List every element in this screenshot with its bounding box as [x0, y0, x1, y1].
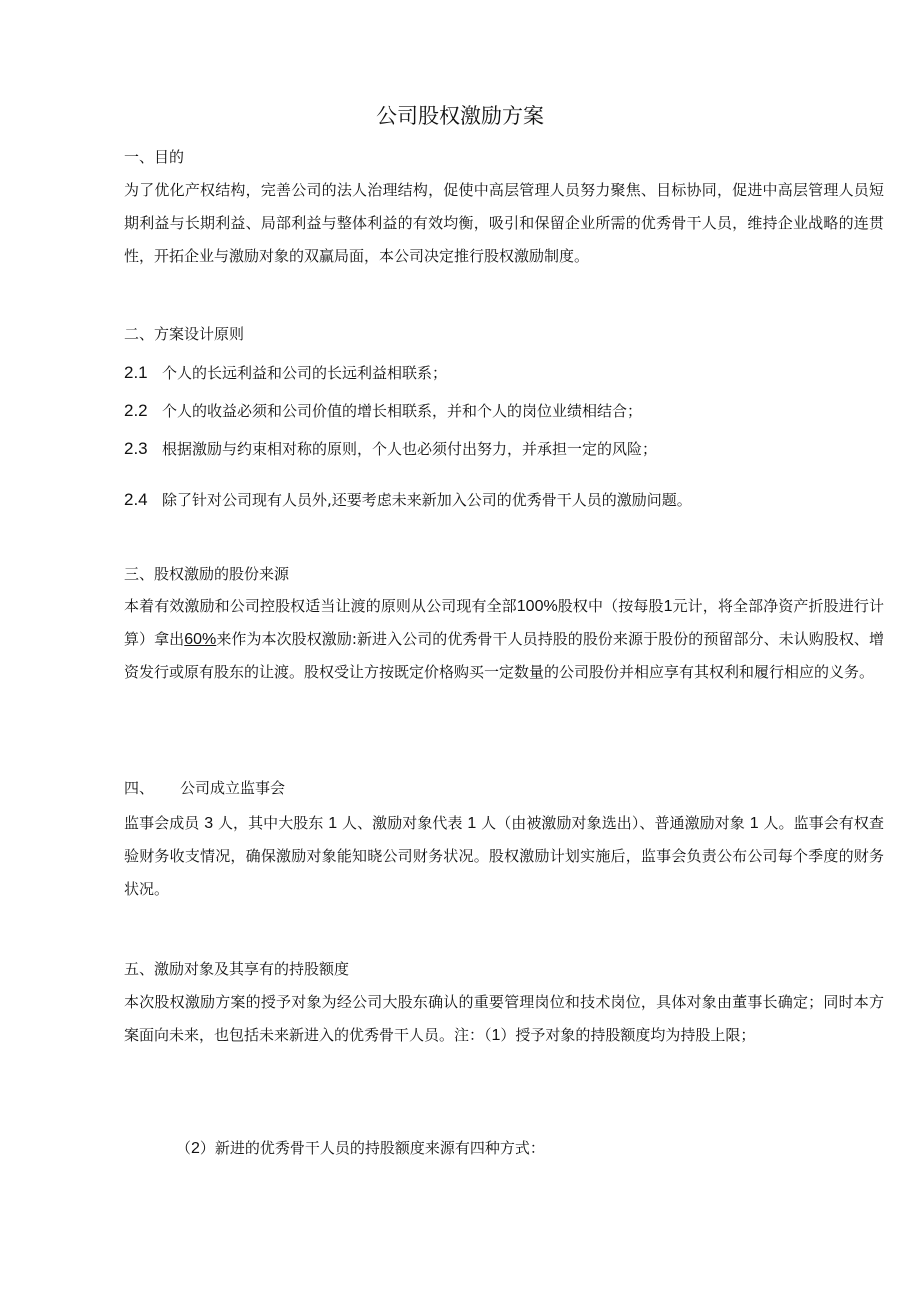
section-1-heading: 一、目的 [124, 148, 185, 166]
principle-item [124, 438, 657, 460]
number-value: 1 [749, 815, 759, 832]
principle-number: 2.3 [124, 439, 148, 458]
section-heading-text: 公司成立监事会 [180, 779, 286, 797]
percent-value: 100% [516, 598, 558, 615]
number-value: 3 [204, 815, 214, 832]
principle-number: 2.1 [124, 363, 148, 382]
section-3-heading: 三、股权激励的股份来源 [124, 565, 290, 583]
text-run: 人，其中大股东 [217, 814, 324, 832]
text-run: 人。监事会有权查验财务收支情况，确保激励对象能知晓公司财务状况。股权激励计划实施后，监事会负责公布公司每个季度的财务状况。 [124, 814, 884, 898]
principle-text: 根据激励与约束相对称的原则，个人也必须付出努力，并承担一定的风险； [162, 440, 658, 458]
section-4-heading [124, 777, 285, 799]
text-run: 人（由被激励对象选出）、普通激励对象 [481, 814, 745, 832]
text-run: 人、激励对象代表 [342, 814, 463, 832]
document-title: 公司股权激励方案 [376, 104, 544, 128]
percent-value-underlined: 60% [184, 631, 217, 648]
section-number: 四、 [124, 779, 155, 797]
principle-item [124, 489, 692, 511]
principle-text: 个人的长远利益和公司的长远利益相联系； [162, 364, 448, 382]
text-run: ）新进的优秀骨干人员的持股额度来源有四种方式： [199, 1139, 545, 1157]
text-run: 来作为本次股权激励:新进入公司的优秀骨干人员持股的股份来源于股份的预留部分、未认购股权、增资发行或原有股东的让渡。股权受让方按既定价格购买一定数量的公司股份并相应享有其权利和履行相应的义务。 [124, 630, 884, 681]
principle-text: 除了针对公司现有人员外,还要考虑未来新加入公司的优秀骨干人员的激励问题。 [162, 491, 692, 509]
section-5-heading: 五、激励对象及其享有的持股额度 [124, 960, 350, 978]
text-run: （ [176, 1139, 192, 1157]
section-2-heading: 二、方案设计原则 [124, 325, 245, 343]
text-run: 元计，将全部净资产折股进行计算）拿出 [124, 597, 884, 648]
section-4-body [124, 807, 884, 906]
principle-item [124, 362, 447, 384]
text-run: 股权中（按每股 [557, 597, 664, 615]
text-run: ）授予对象的持股额度均为持股上限； [500, 1026, 756, 1044]
number-value: 1 [467, 815, 477, 832]
principle-item [124, 400, 642, 422]
text-run: 本着有效激励和公司控股权适当让渡的原则从公司现有全部 [124, 597, 517, 615]
number-value: 1 [491, 1027, 501, 1044]
section-5-body [124, 986, 884, 1052]
number-value: 2 [191, 1140, 200, 1157]
section-5-note-2 [176, 1137, 545, 1160]
text-run: 监事会成员 [124, 814, 200, 832]
section-3-body [124, 590, 884, 689]
text-run: 本次股权激励方案的授予对象为经公司大股东确认的重要管理岗位和技术岗位，具体对象由董事长确定；同时本方案面向未来，也包括未来新进入的优秀骨干人员。注：（ [124, 993, 884, 1044]
principle-text: 个人的收益必须和公司价值的增长相联系，并和个人的岗位业绩相结合； [162, 402, 643, 420]
section-1-body: 为了优化产权结构，完善公司的法人治理结构，促使中高层管理人员努力聚焦、目标协同，促进中高层管理人员短期利益与长期利益、局部利益与整体利益的有效均衡，吸引和保留企业所需的优秀骨干人员，维持企业战略的连贯性，开拓企业与激励对象的双赢局面，本公司决定推行股权激励制度。 [124, 181, 884, 265]
principle-number: 2.2 [124, 401, 148, 420]
number-value: 1 [328, 815, 338, 832]
principle-number: 2.4 [124, 490, 148, 509]
number-value: 1 [663, 598, 673, 615]
